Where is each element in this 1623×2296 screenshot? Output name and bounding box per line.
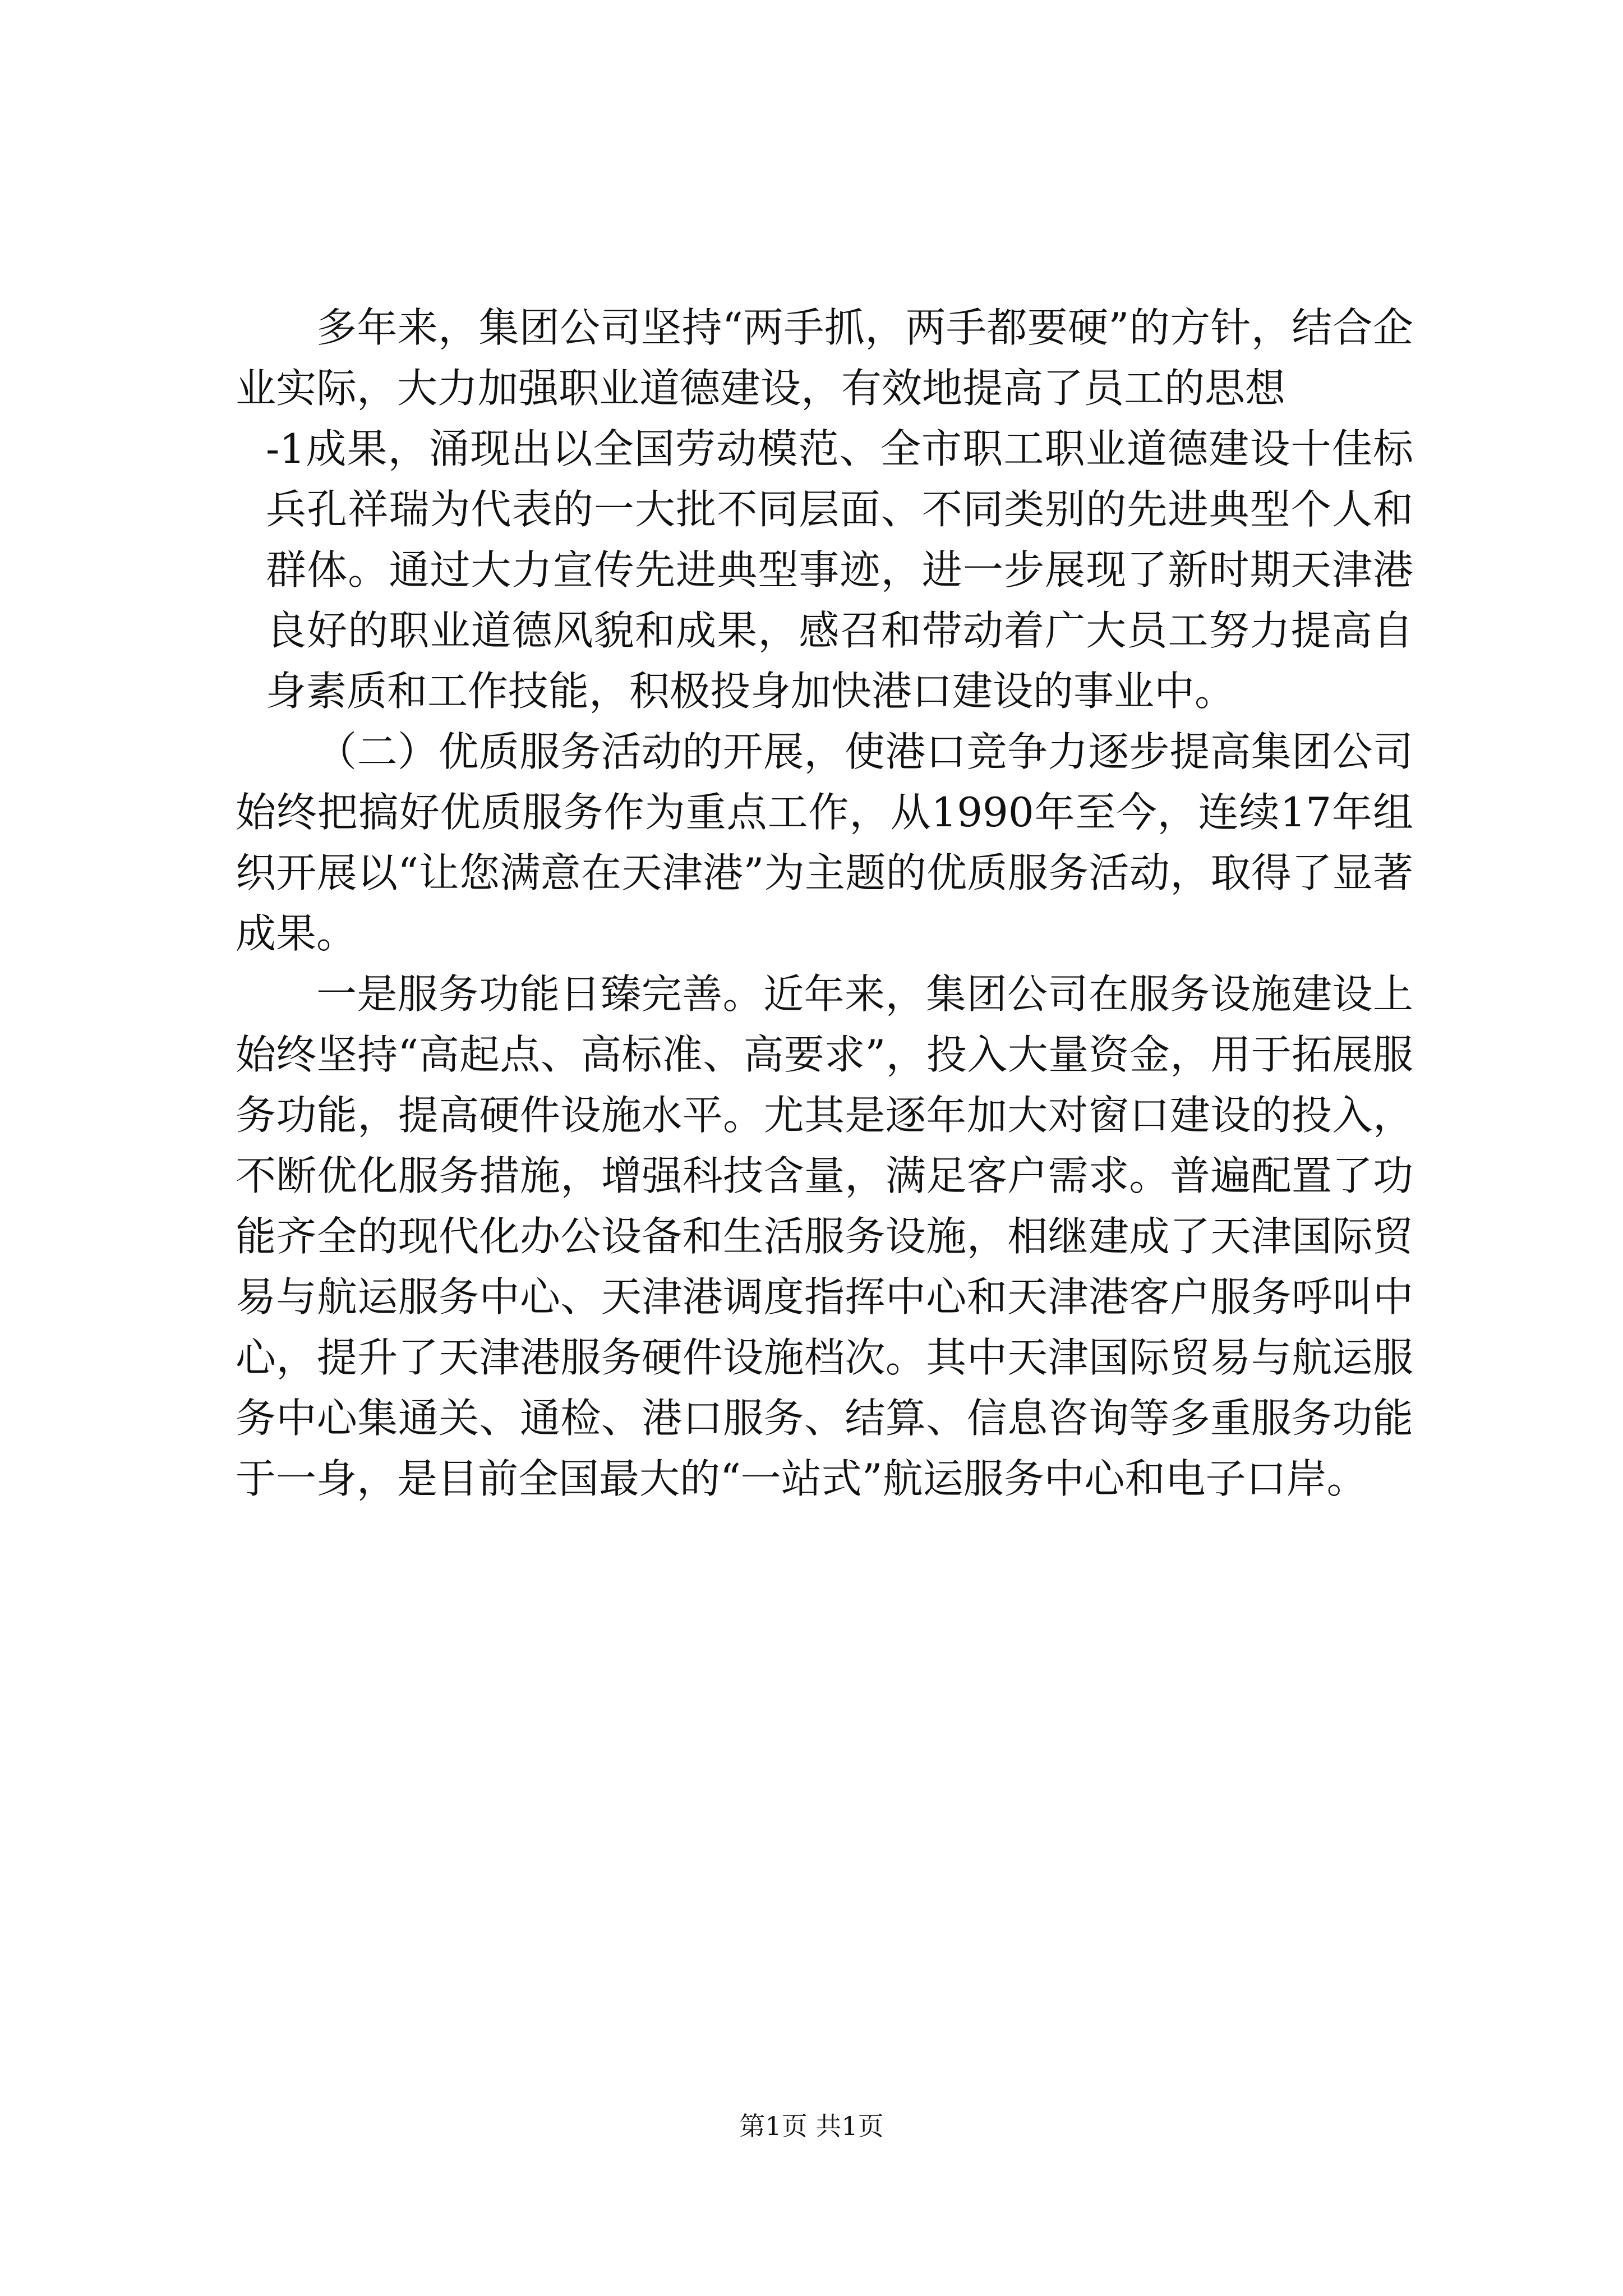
paragraph-4: 一是服务功能日臻完善。近年来，集团公司在服务设施建设上始终坚持“高起点、高标准、高要求”，投入大量资金，用于拓展服务功能，提高硬件设施水平。尤其是逐年加大对窗口建设的投入，不断优化服务措施，增强科技含量，满足客户需求。普遍配置了功能齐全的现代化办公设备和生活服务设施，相继建成了天津国际贸易与航运服务中心、天津港调度指挥中心和天津港客户服务呼叫中心，提升了天津港服务硬件设施档次。其中天津国际贸易与航运服务中心集通关、通检、港口服务、结算、信息咨询等多重服务功能于一身，是目前全国最大的“一站式”航运服务中心和电子口岸。 — [236, 970, 1413, 1502]
paragraph-3: （二）优质服务活动的开展，使港口竞争力逐步提高集团公司始终把搞好优质服务作为重点工作，从1990年至今，连续17年组织开展以“让您满意在天津港”为主题的优质服务活动，取得了显著成果。 — [236, 728, 1413, 957]
paragraph-2: -1成果，涌现出以全国劳动模范、全市职工职业道德建设十佳标兵孔祥瑞为代表的一大批不同层面、不同类别的先进典型个人和群体。通过大力宣传先进典型事迹，进一步展现了新时期天津港良好的职业道德风貌和成果，感召和带动着广大员工努力提高自身素质和工作技能，积极投身加快港口建设的事业中。 — [266, 425, 1413, 715]
document-body — [236, 297, 1413, 1509]
page-footer: 第1页 共1页 — [739, 2111, 884, 2141]
paragraph-1: 多年来，集团公司坚持“两手抓，两手都要硬”的方针，结合企业实际，大力加强职业道德建设，有效地提高了员工的思想 — [236, 304, 1413, 412]
